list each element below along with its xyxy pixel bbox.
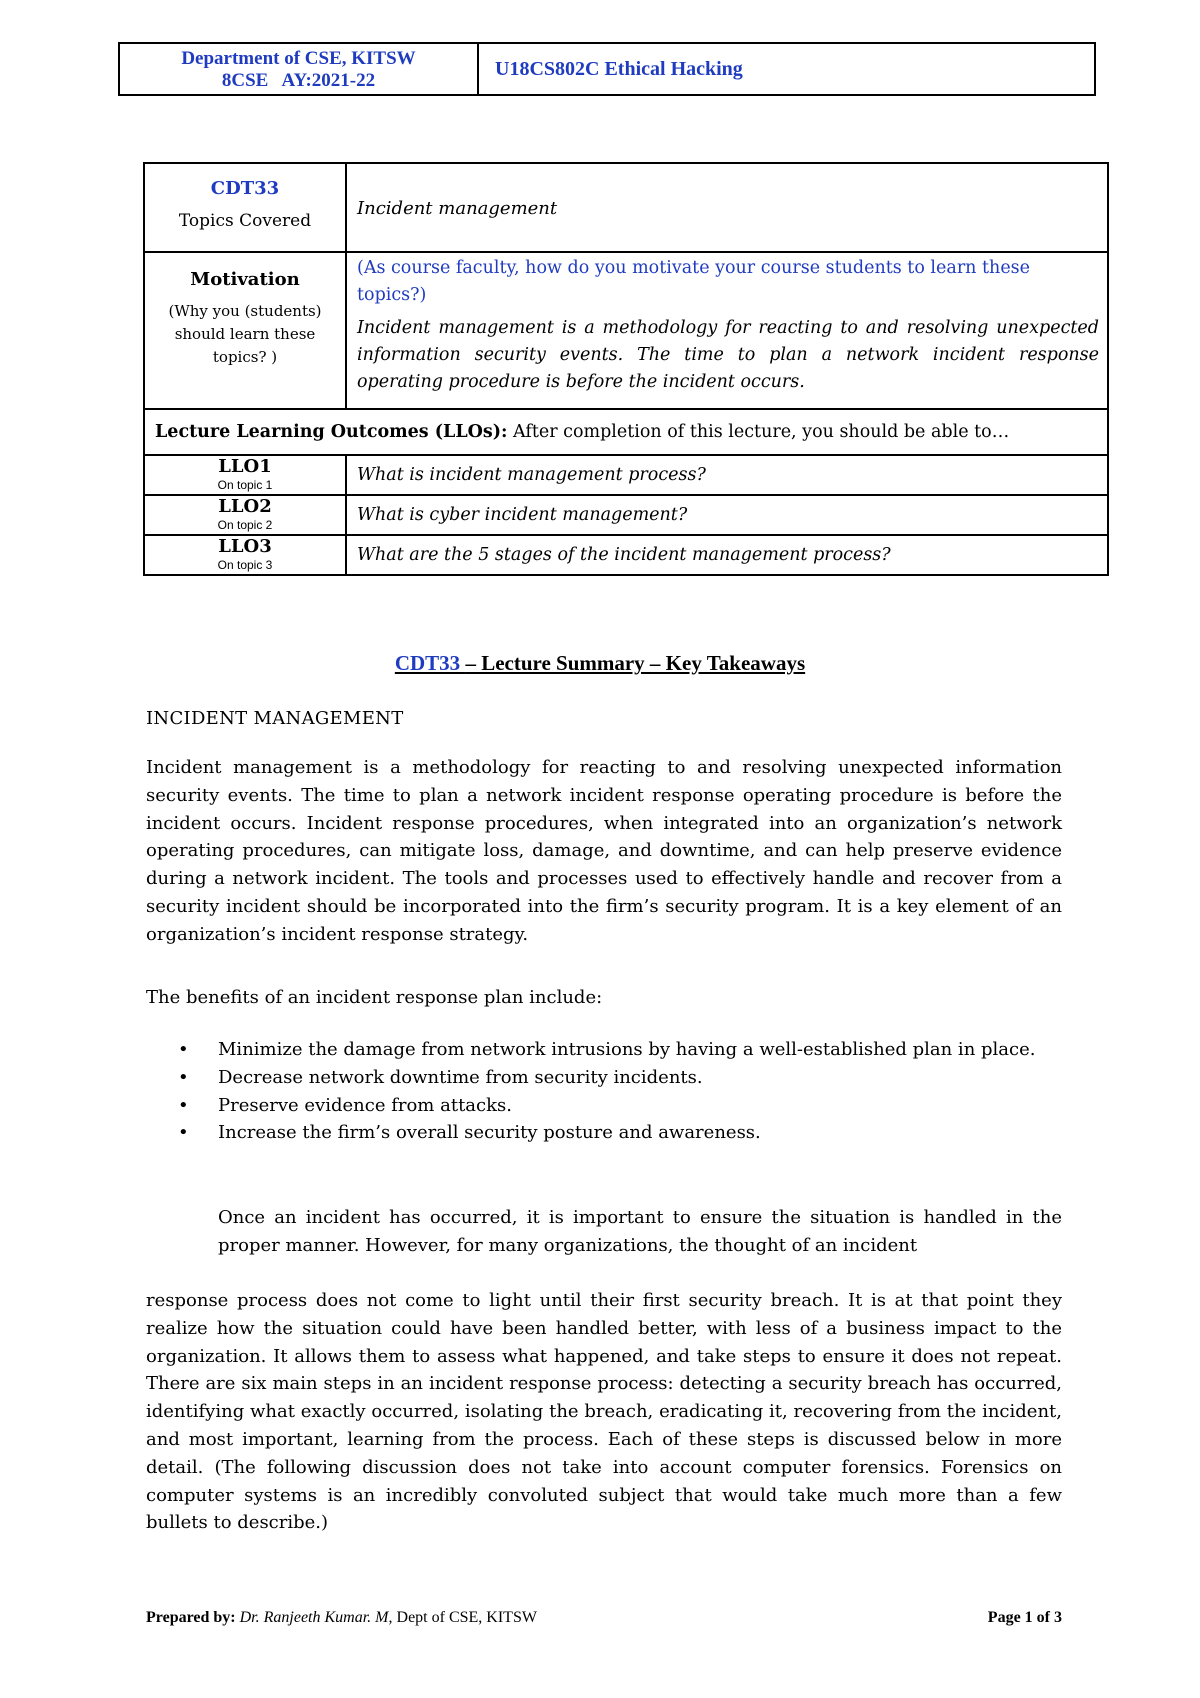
- paragraph-steps: response process does not come to light until their first security breach. It is at that point they realize how the situation could have been handled better, with less of a business impact to the organization. It allows them to assess what happened, and take steps to ensure it does not repeat. There are six main steps in an incident response process: detecting a security breach has occurred, identifying what exactly occurred, isolating the breach, eradicating it, recovering from the incident, and most important, learning from the process. Each of these steps is discussed below in more detail. (The following discussion does not take into account computer forensics. Forensics on computer systems is an incredibly convoluted subject that would take much more than a few bullets to describe.): [146, 1290, 1062, 1534]
- motivation-row: [144, 252, 1108, 409]
- list-item: [178, 1064, 1062, 1092]
- motivation-answer: Incident management is a methodology for reacting to and resolving unexpected information security events. The time to plan a network incident response operating procedure is before the incident occurs.: [357, 318, 1099, 392]
- motivation-text: [346, 252, 1108, 409]
- motivation-cell: [144, 252, 346, 409]
- cdt-link[interactable]: CDT33: [394, 651, 466, 675]
- department-info: [120, 44, 479, 94]
- cdt-cell: [144, 163, 346, 252]
- page-header: [118, 42, 1096, 96]
- topics-covered-label: Topics Covered: [178, 211, 312, 231]
- paragraph-indented: Once an incident has occurred, it is important to ensure the situation is handled in the proper manner. However, for many organizations, the thought of an incident: [218, 1207, 1062, 1256]
- department-name: Department of CSE, KITSW: [181, 48, 416, 69]
- llo-topic: On topic 2: [217, 518, 273, 532]
- llo-row: [144, 455, 1108, 495]
- llo-row: [144, 535, 1108, 575]
- paragraph-intro: Incident management is a methodology for reacting to and resolving unexpected information security events. The time to plan a network incident response operating procedure is before the incident occurs. Incident response procedures, when integrated into an organization’s network operating procedures, can mitigate loss, damage, and downtime, and can help preserve evidence during a network incident. The tools and processes used to effectively handle and recover from a security incident should be incorporated into the firm’s security program. It is a key element of an organization’s incident response strategy.: [146, 757, 1062, 945]
- motivation-question: (As course faculty, how do you motivate your course students to learn these topics?): [357, 258, 1031, 305]
- list-item-text: Increase the firm’s overall security posture and awareness.: [218, 1122, 761, 1144]
- author-affiliation: , Dept of CSE, KITSW: [388, 1609, 537, 1626]
- llo-code-cell: [144, 495, 346, 535]
- llo-question: What is incident management process?: [346, 455, 1108, 495]
- section-heading: INCIDENT MANAGEMENT: [146, 708, 404, 729]
- author-name: Dr. Ranjeeth Kumar. M: [239, 1609, 389, 1626]
- summary-title-text: – Lecture Summary – Key Takeaways: [465, 651, 806, 675]
- bullet-icon: •: [178, 1122, 189, 1144]
- benefits-list: [146, 1036, 1062, 1147]
- bullet-icon: •: [178, 1066, 189, 1088]
- llo-code: LLO3: [218, 536, 272, 557]
- topic-table: [143, 162, 1109, 576]
- prepared-label: Prepared by:: [146, 1609, 236, 1626]
- llo-row: [144, 495, 1108, 535]
- page-footer: [146, 1609, 1062, 1627]
- academic-year: 8CSE AY:2021-22: [221, 70, 376, 91]
- prepared-by: [146, 1609, 537, 1627]
- course-title: U18CS802C Ethical Hacking: [495, 57, 743, 80]
- list-item-text: Preserve evidence from attacks.: [218, 1094, 512, 1116]
- llo-topic: On topic 1: [217, 478, 273, 492]
- bullet-icon: •: [178, 1039, 189, 1060]
- list-item-text: Decrease network downtime from security incidents.: [218, 1066, 703, 1088]
- llo-topic: On topic 3: [217, 558, 273, 572]
- bullet-icon: •: [178, 1094, 189, 1116]
- list-item-text: Minimize the damage from network intrusions by having a well-established plan in place.: [218, 1039, 1036, 1060]
- llo-heading-label: Lecture Learning Outcomes (LLOs):: [155, 422, 508, 442]
- list-item: [178, 1092, 1062, 1120]
- topic-row: [144, 163, 1108, 252]
- list-item: [178, 1119, 1062, 1147]
- llo-question: What are the 5 stages of the incident management process?: [346, 535, 1108, 575]
- llo-code-cell: [144, 535, 346, 575]
- motivation-title: Motivation: [190, 269, 300, 290]
- llo-code-cell: [144, 455, 346, 495]
- llo-code: LLO2: [218, 496, 272, 517]
- list-item: [178, 1036, 1062, 1064]
- topic-value: Incident management: [346, 163, 1108, 252]
- motivation-subtitle: (Why you (students) should learn these topics? ): [168, 302, 322, 366]
- llo-heading-row: [144, 409, 1108, 455]
- summary-title: [0, 651, 1200, 676]
- cdt-id: CDT33: [210, 178, 280, 199]
- llo-question: What is cyber incident management?: [346, 495, 1108, 535]
- page-number: Page 1 of 3: [987, 1609, 1062, 1626]
- llo-code: LLO1: [218, 456, 272, 477]
- llo-heading-text: After completion of this lecture, you should be able to…: [507, 422, 1010, 442]
- benefits-intro: The benefits of an incident response plan include:: [146, 987, 603, 1008]
- llo-heading: [144, 409, 1108, 455]
